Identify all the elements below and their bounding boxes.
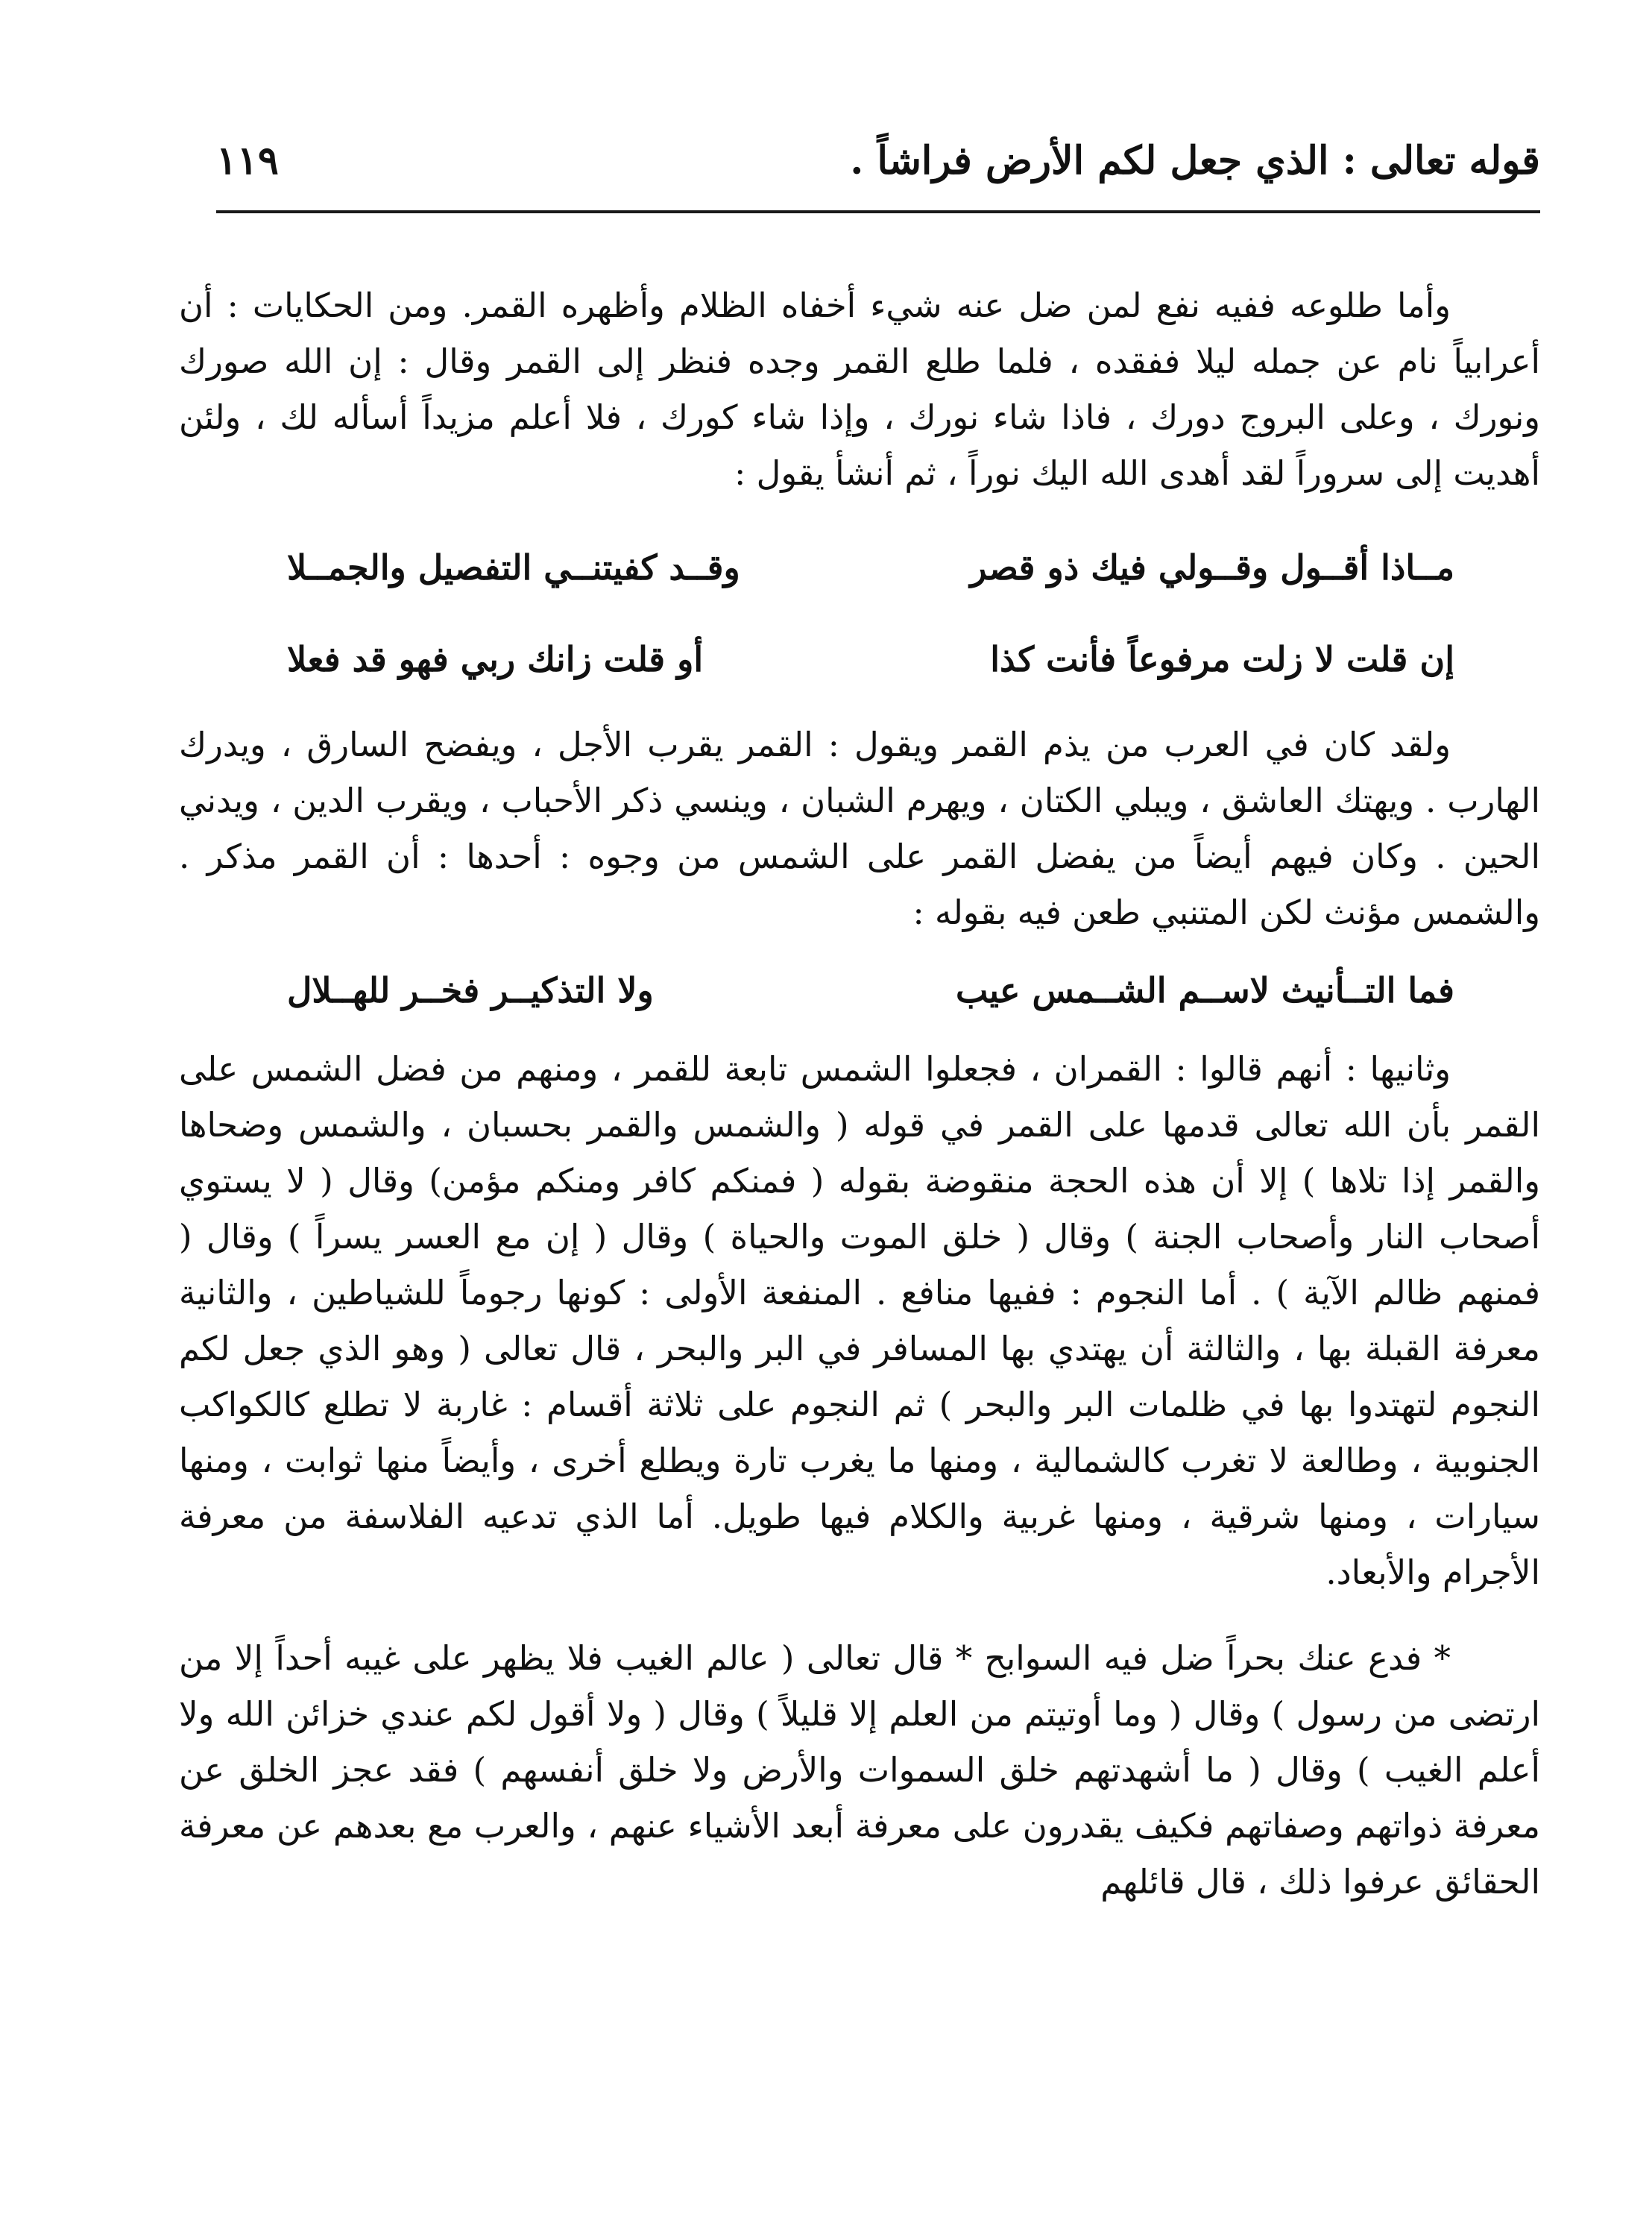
header-title: قوله تعالى : الذي جعل لكم الأرض فراشاً .	[850, 137, 1540, 183]
verse-3-second-hemistich: ولا التذكيــر فخــر للهــلال	[287, 970, 654, 1010]
header-rule	[216, 210, 1540, 213]
main-text	[179, 277, 1540, 1910]
verse-2	[179, 618, 1540, 700]
paragraph-2: ولقد كان في العرب من يذم القمر ويقول : القمر يقرب الأجل ، ويفضح السارق ، ويدرك الهارب . ويهتك العاشق ، ويبلي الكتان ، ويهرم الشبان ، وينسي ذكر الأحباب ، ويقرب الدين ، ويدني الحين . وكان فيهم أيضاً من يفضل القمر على الشمس من وجوه : أحدها : أن القمر مذكر . والشمس مؤنث لكن المتنبي طعن فيه بقوله :	[179, 725, 1540, 932]
verse-3	[179, 940, 1540, 1041]
verse-1-second-hemistich: وقــد كفيتنــي التفصيل والجمــلا	[287, 547, 740, 588]
running-header	[216, 127, 1540, 194]
paragraph-4: * فدع عنك بحراً ضل فيه السوابح * قال تعالى ( عالم الغيب فلا يظهر على غيبه أحداً إلا من ارتضى من رسول ) وقال ( وما أوتيتم من العلم إلا قليلاً ) وقال ( ولا أقول لكم عندي خزائن الله ولا أعلم الغيب ) وقال ( ما أشهدتهم خلق السموات والأرض ولا خلق أنفسهم ) فقد عجز الخلق عن معرفة ذواتهم وصفاتهم فكيف يقدرون على معرفة أبعد الأشياء عنهم ، والعرب مع بعدهم عن معرفة الحقائق عرفوا ذلك ، قال قائلهم	[179, 1638, 1540, 1902]
verse-2-second-hemistich: أو قلت زانك ربي فهو قد فعلا	[287, 638, 704, 679]
verse-2-first-hemistich: إن قلت لا زلت مرفوعاً فأنت كذا	[990, 638, 1454, 679]
verse-3-first-hemistich: فما التــأنيث لاســم الشــمس عيب	[955, 970, 1454, 1010]
verse-1	[179, 518, 1540, 618]
verse-1-first-hemistich: مــاذا أقــول وقــولي فيك ذو قصر	[970, 547, 1454, 588]
page-number: ١١٩	[216, 137, 279, 183]
paragraph-1: وأما طلوعه ففيه نفع لمن ضل عنه شيء أخفاه الظلام وأظهره القمر. ومن الحكايات : أن أعرابياً نام عن جمله ليلا ففقده ، فلما طلع القمر وجده فنظر إلى القمر وقال : إن الله صورك ونورك ، وعلى البروج دورك ، فاذا شاء نورك ، وإذا شاء كورك ، فلا أعلم مزيداً أسأله لك ، ولئن أهديت إلى سروراً لقد أهدى الله اليك نوراً ، ثم أنشأ يقول :	[179, 286, 1540, 493]
paragraph-3: وثانيها : أنهم قالوا : القمران ، فجعلوا الشمس تابعة للقمر ، ومنهم من فضل الشمس على القمر بأن الله تعالى قدمها على القمر في قوله ( والشمس والقمر بحسبان ، والشمس وضحاها والقمر إذا تلاها ) إلا أن هذه الحجة منقوضة بقوله ( فمنكم كافر ومنكم مؤمن) وقال ( لا يستوي أصحاب النار وأصحاب الجنة ) وقال ( خلق الموت والحياة ) وقال ( إن مع العسر يسراً ) وقال ( فمنهم ظالم الآية ) . أما النجوم : ففيها منافع . المنفعة الأولى : كونها رجوماً للشياطين ، والثانية معرفة القبلة بها ، والثالثة أن يهتدي بها المسافر في البر والبحر ، قال تعالى ( وهو الذي جعل لكم النجوم لتهتدوا بها في ظلمات البر والبحر ) ثم النجوم على ثلاثة أقسام : غاربة لا تطلع كالكواكب الجنوبية ، وطالعة لا تغرب كالشمالية ، ومنها ما يغرب تارة ويطلع أخرى ، وأيضاً منها ثوابت ، ومنها سيارات ، ومنها شرقية ، ومنها غربية والكلام فيها طويل. أما الذي تدعيه الفلاسفة من معرفة الأجرام والأبعاد.	[179, 1049, 1541, 1592]
